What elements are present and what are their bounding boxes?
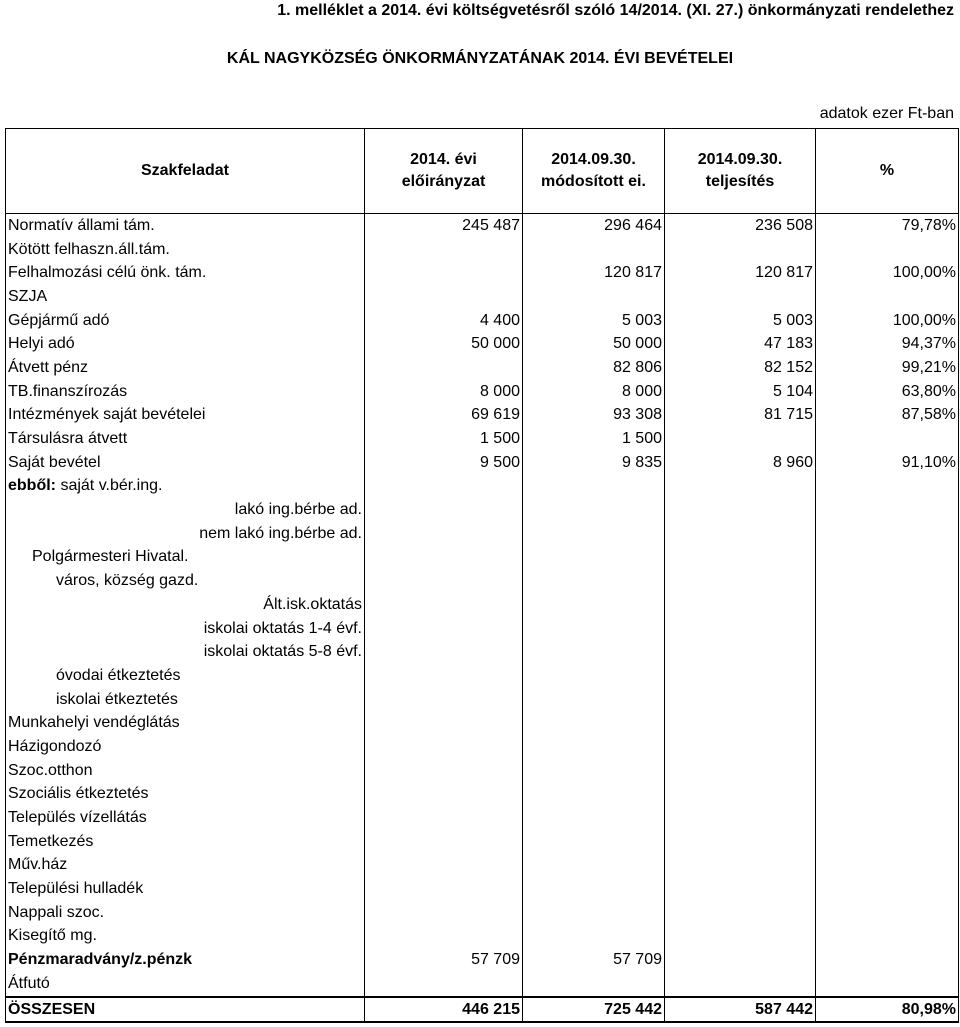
cell-v1 — [365, 877, 523, 901]
cell-v3: 8 960 — [665, 451, 816, 475]
cell-v2: 9 835 — [523, 451, 665, 475]
cell-pct — [816, 285, 959, 309]
cell-v1: 4 400 — [365, 309, 523, 333]
row-label: Normatív állami tám. — [6, 214, 365, 238]
cell-v1: 1 500 — [365, 427, 523, 451]
cell-v1 — [365, 735, 523, 759]
table-row — [6, 948, 959, 972]
cell-v2: 93 308 — [523, 404, 665, 428]
cell-pct: 99,21% — [816, 356, 959, 380]
cell-pct — [816, 877, 959, 901]
cell-v3: 236 508 — [665, 214, 816, 238]
cell-v3: 47 183 — [665, 332, 816, 356]
row-label-text: saját v.bér.ing. — [56, 477, 163, 495]
table-row — [6, 783, 959, 807]
row-label: nem lakó ing.bérbe ad. — [6, 522, 365, 546]
cell-pct — [816, 711, 959, 735]
table-row — [6, 711, 959, 735]
row-label: Település vízellátás — [6, 806, 365, 830]
cell-v3: 120 817 — [665, 261, 816, 285]
cell-v1 — [365, 711, 523, 735]
cell-v1 — [365, 688, 523, 712]
table-row — [6, 356, 959, 380]
cell-pct: 100,00% — [816, 309, 959, 333]
row-label: Munkahelyi vendéglátás — [6, 711, 365, 735]
cell-pct — [816, 806, 959, 830]
cell-v2: 8 000 — [523, 380, 665, 404]
cell-v3 — [665, 285, 816, 309]
row-label: Átfutó — [6, 972, 365, 997]
cell-pct — [816, 854, 959, 878]
cell-v2: 5 003 — [523, 309, 665, 333]
cell-pct: 100,00% — [816, 261, 959, 285]
cell-v2: 50 000 — [523, 332, 665, 356]
row-label: Szociális étkeztetés — [6, 783, 365, 807]
cell-pct — [816, 498, 959, 522]
cell-pct — [816, 593, 959, 617]
cell-v1 — [365, 261, 523, 285]
cell-v2 — [523, 901, 665, 925]
cell-v3 — [665, 569, 816, 593]
row-label: Ált.isk.oktatás — [6, 593, 365, 617]
table-row — [6, 901, 959, 925]
row-label: iskolai étkeztetés — [6, 688, 365, 712]
cell-v3 — [665, 830, 816, 854]
cell-v2 — [523, 711, 665, 735]
column-header-percent: % — [816, 129, 959, 214]
cell-v1: 8 000 — [365, 380, 523, 404]
cell-v1 — [365, 759, 523, 783]
cell-pct: 63,80% — [816, 380, 959, 404]
row-label: Helyi adó — [6, 332, 365, 356]
cell-v2 — [523, 854, 665, 878]
cell-v2: 296 464 — [523, 214, 665, 238]
cell-v1 — [365, 238, 523, 262]
cell-pct: 94,37% — [816, 332, 959, 356]
row-label — [6, 475, 365, 499]
table-row — [6, 854, 959, 878]
table-row — [6, 925, 959, 949]
table-row — [6, 569, 959, 593]
cell-v3 — [665, 806, 816, 830]
cell-v2 — [523, 569, 665, 593]
cell-v3: 5 104 — [665, 380, 816, 404]
table-row — [6, 877, 959, 901]
cell-v1 — [365, 901, 523, 925]
row-label: SZJA — [6, 285, 365, 309]
cell-v1 — [365, 854, 523, 878]
cell-pct — [816, 688, 959, 712]
cell-pct — [816, 901, 959, 925]
cell-pct — [816, 759, 959, 783]
cell-v1: 57 709 — [365, 948, 523, 972]
cell-pct — [816, 972, 959, 997]
cell-v3 — [665, 617, 816, 641]
table-row — [6, 546, 959, 570]
cell-v2 — [523, 640, 665, 664]
cell-v2 — [523, 830, 665, 854]
cell-pct: 87,58% — [816, 404, 959, 428]
table-row — [6, 427, 959, 451]
cell-v2: 82 806 — [523, 356, 665, 380]
row-label: város, község gazd. — [6, 569, 365, 593]
cell-pct — [816, 569, 959, 593]
cell-v1 — [365, 475, 523, 499]
cell-v1 — [365, 830, 523, 854]
cell-v1 — [365, 664, 523, 688]
total-v1: 446 215 — [365, 997, 523, 1023]
row-label-prefix: ebből: — [8, 477, 56, 495]
cell-v2: 1 500 — [523, 427, 665, 451]
table-row — [6, 404, 959, 428]
cell-pct — [816, 522, 959, 546]
table-row — [6, 332, 959, 356]
cell-v2 — [523, 238, 665, 262]
table-row — [6, 830, 959, 854]
table-row — [6, 972, 959, 997]
cell-v1 — [365, 925, 523, 949]
cell-v2 — [523, 498, 665, 522]
cell-v1: 69 619 — [365, 404, 523, 428]
total-row — [6, 997, 959, 1023]
row-label: Gépjármű adó — [6, 309, 365, 333]
cell-v3 — [665, 783, 816, 807]
document-title: 1. melléklet a 2014. évi költségvetésről szóló 14/2014. (XI. 27.) önkormányzati rendelethez — [277, 2, 954, 19]
cell-v3 — [665, 238, 816, 262]
cell-v3 — [665, 498, 816, 522]
table-row — [6, 214, 959, 238]
table-row — [6, 238, 959, 262]
row-label: óvodai étkeztetés — [6, 664, 365, 688]
row-label: Nappali szoc. — [6, 901, 365, 925]
row-label: Szoc.otthon — [6, 759, 365, 783]
cell-v2 — [523, 759, 665, 783]
cell-v2 — [523, 806, 665, 830]
cell-v1 — [365, 546, 523, 570]
cell-v3 — [665, 925, 816, 949]
cell-pct — [816, 830, 959, 854]
cell-v3 — [665, 735, 816, 759]
cell-v1: 9 500 — [365, 451, 523, 475]
table-row — [6, 593, 959, 617]
table-row — [6, 735, 959, 759]
cell-pct — [816, 664, 959, 688]
unit-note: adatok ezer Ft-ban — [819, 105, 954, 122]
cell-v2 — [523, 877, 665, 901]
revenue-table — [5, 128, 959, 1023]
table-row — [6, 498, 959, 522]
cell-v1 — [365, 806, 523, 830]
table-row — [6, 664, 959, 688]
column-header-eloiranyzat: 2014. évi előirányzat — [365, 129, 523, 214]
cell-v3: 5 003 — [665, 309, 816, 333]
cell-v3 — [665, 593, 816, 617]
cell-v3 — [665, 759, 816, 783]
row-label: iskolai oktatás 5-8 évf. — [6, 640, 365, 664]
cell-v2 — [523, 522, 665, 546]
cell-v2 — [523, 617, 665, 641]
cell-v1 — [365, 972, 523, 997]
cell-v2 — [523, 783, 665, 807]
cell-v2 — [523, 688, 665, 712]
cell-pct — [816, 475, 959, 499]
row-label: Temetkezés — [6, 830, 365, 854]
cell-pct — [816, 640, 959, 664]
cell-v2 — [523, 664, 665, 688]
row-label: Saját bevétel — [6, 451, 365, 475]
table-row — [6, 759, 959, 783]
table-row — [6, 309, 959, 333]
cell-v2: 120 817 — [523, 261, 665, 285]
cell-v3 — [665, 546, 816, 570]
row-label: Társulásra átvett — [6, 427, 365, 451]
cell-pct — [816, 783, 959, 807]
row-label: lakó ing.bérbe ad. — [6, 498, 365, 522]
table-title: KÁL NAGYKÖZSÉG ÖNKORMÁNYZATÁNAK 2014. ÉVI BEVÉTELEI — [226, 50, 734, 67]
cell-v3 — [665, 427, 816, 451]
row-label: iskolai oktatás 1-4 évf. — [6, 617, 365, 641]
table-row — [6, 640, 959, 664]
total-pct: 80,98% — [816, 997, 959, 1023]
table-row — [6, 617, 959, 641]
column-header-modositott: 2014.09.30. módosított ei. — [523, 129, 665, 214]
table-row — [6, 522, 959, 546]
cell-v1: 245 487 — [365, 214, 523, 238]
column-header-teljesites: 2014.09.30. teljesítés — [665, 129, 816, 214]
table-row — [6, 688, 959, 712]
cell-v1 — [365, 522, 523, 546]
table-header-row — [6, 129, 959, 214]
cell-pct: 91,10% — [816, 451, 959, 475]
table-row — [6, 380, 959, 404]
table-row — [6, 285, 959, 309]
cell-v3 — [665, 475, 816, 499]
cell-v3 — [665, 711, 816, 735]
cell-v1 — [365, 640, 523, 664]
total-v2: 725 442 — [523, 997, 665, 1023]
cell-v3: 82 152 — [665, 356, 816, 380]
row-label: Pénzmaradvány/z.pénzk — [6, 948, 365, 972]
cell-v3 — [665, 854, 816, 878]
cell-v1 — [365, 783, 523, 807]
row-label: Települési hulladék — [6, 877, 365, 901]
table-row — [6, 451, 959, 475]
cell-v3 — [665, 901, 816, 925]
cell-v3 — [665, 948, 816, 972]
cell-pct — [816, 948, 959, 972]
total-label: ÖSSZESEN — [6, 997, 365, 1023]
cell-pct — [816, 617, 959, 641]
cell-v1: 50 000 — [365, 332, 523, 356]
cell-v3 — [665, 664, 816, 688]
cell-pct — [816, 427, 959, 451]
row-label: Felhalmozási célú önk. tám. — [6, 261, 365, 285]
table-row — [6, 806, 959, 830]
row-label: Kisegítő mg. — [6, 925, 365, 949]
row-label: Átvett pénz — [6, 356, 365, 380]
row-label: Intézmények saját bevételei — [6, 404, 365, 428]
cell-v3 — [665, 688, 816, 712]
cell-v2 — [523, 475, 665, 499]
row-label: TB.finanszírozás — [6, 380, 365, 404]
cell-pct — [816, 735, 959, 759]
cell-v3 — [665, 972, 816, 997]
cell-v1 — [365, 569, 523, 593]
cell-v2: 57 709 — [523, 948, 665, 972]
cell-v1 — [365, 356, 523, 380]
cell-v1 — [365, 617, 523, 641]
total-v3: 587 442 — [665, 997, 816, 1023]
table-row — [6, 261, 959, 285]
cell-v3 — [665, 877, 816, 901]
row-label: Kötött felhaszn.áll.tám. — [6, 238, 365, 262]
cell-v1 — [365, 498, 523, 522]
cell-v3 — [665, 522, 816, 546]
cell-v2 — [523, 735, 665, 759]
cell-v2 — [523, 546, 665, 570]
cell-pct — [816, 238, 959, 262]
row-label: Házigondozó — [6, 735, 365, 759]
row-label: Polgármesteri Hivatal. — [6, 546, 365, 570]
cell-v2 — [523, 972, 665, 997]
table-row — [6, 475, 959, 499]
cell-v2 — [523, 925, 665, 949]
cell-pct — [816, 925, 959, 949]
column-header-szakfeladat: Szakfeladat — [6, 129, 365, 214]
cell-v1 — [365, 593, 523, 617]
cell-v1 — [365, 285, 523, 309]
cell-pct: 79,78% — [816, 214, 959, 238]
row-label: Műv.ház — [6, 854, 365, 878]
cell-v2 — [523, 593, 665, 617]
cell-v2 — [523, 285, 665, 309]
cell-v3 — [665, 640, 816, 664]
cell-v3: 81 715 — [665, 404, 816, 428]
cell-pct — [816, 546, 959, 570]
